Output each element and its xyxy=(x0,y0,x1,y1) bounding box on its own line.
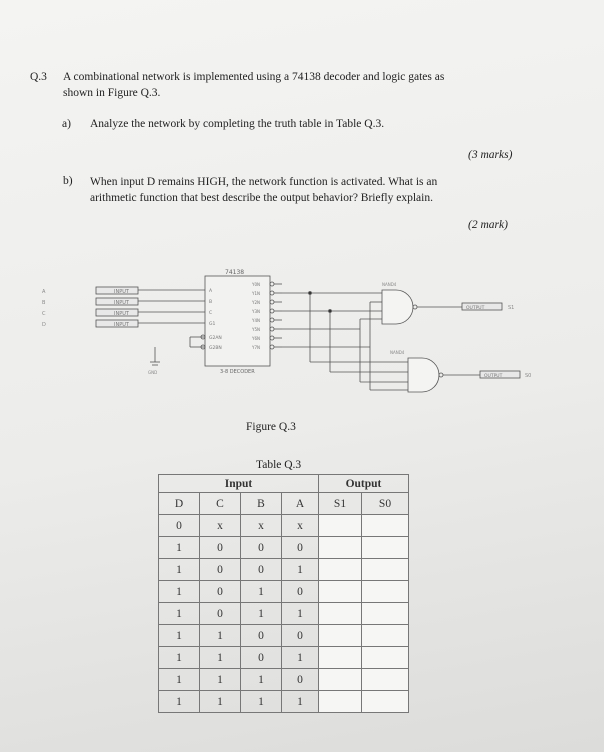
chip-input-g2bn: G2BN xyxy=(209,346,222,351)
col-header-d: D xyxy=(159,493,200,515)
col-header-s0: S0 xyxy=(362,493,409,515)
part-b-label: b) xyxy=(63,175,73,187)
cell-s1[interactable] xyxy=(319,669,362,691)
input-name-c: C xyxy=(42,311,46,317)
col-header-a: A xyxy=(282,493,319,515)
chip-input-a: A xyxy=(209,289,213,294)
cell-s0[interactable] xyxy=(362,669,409,691)
figure-caption: Figure Q.3 xyxy=(246,421,296,433)
gnd-label: GND xyxy=(148,370,158,375)
cell-s0[interactable] xyxy=(362,647,409,669)
decoder-74138 xyxy=(201,269,270,375)
cell-b: 1 xyxy=(241,581,282,603)
cell-s1[interactable] xyxy=(319,559,362,581)
part-a-text: Analyze the network by completing the truth table in Table Q.3. xyxy=(90,118,385,130)
truth-table xyxy=(158,474,409,713)
cell-d: 0 xyxy=(159,515,200,537)
cell-d: 1 xyxy=(159,691,200,713)
cell-s1[interactable] xyxy=(319,625,362,647)
cell-a: 0 xyxy=(282,669,319,691)
decoder-label: 3-8 DECODER xyxy=(220,369,255,375)
input-name-b: B xyxy=(42,300,46,306)
question-number: Q.3 xyxy=(30,71,47,83)
table-row xyxy=(159,537,409,559)
chip-output-y7n: Y7N xyxy=(252,345,260,350)
input-name-d: D xyxy=(42,322,46,328)
cell-a: 1 xyxy=(282,691,319,713)
input-name-a: A xyxy=(42,289,46,295)
cell-a: 0 xyxy=(282,537,319,559)
cell-s1[interactable] xyxy=(319,647,362,669)
nand-gate-s0 xyxy=(390,350,443,392)
table-row xyxy=(159,559,409,581)
cell-d: 1 xyxy=(159,581,200,603)
cell-b: 0 xyxy=(241,537,282,559)
input-pin-label-d: INPUT xyxy=(114,322,129,328)
output-group-header: Output xyxy=(319,475,409,493)
cell-s1[interactable] xyxy=(319,603,362,625)
input-pin-label-a: INPUT xyxy=(114,289,129,295)
output-pin-s1 xyxy=(462,303,514,311)
table-row xyxy=(159,625,409,647)
cell-s1[interactable] xyxy=(319,537,362,559)
gate2-label: NAND4 xyxy=(390,350,405,355)
chip-output-y4n: Y4N xyxy=(252,318,260,323)
cell-c: 1 xyxy=(200,669,241,691)
chip-output-y3n: Y3N xyxy=(252,309,260,314)
gate1-label: NAND4 xyxy=(382,282,397,287)
input-pin-d xyxy=(42,320,138,328)
cell-d: 1 xyxy=(159,669,200,691)
cell-d: 1 xyxy=(159,537,200,559)
cell-a: 1 xyxy=(282,603,319,625)
part-b-text-line2: arithmetic function that best describe the output behavior? Briefly explain. xyxy=(90,192,433,204)
cell-s0[interactable] xyxy=(362,515,409,537)
part-b-marks: (2 mark) xyxy=(468,219,508,231)
cell-a: 0 xyxy=(282,581,319,603)
nand-gate-s1 xyxy=(382,282,417,324)
cell-b: 1 xyxy=(241,691,282,713)
input-pin-label-b: INPUT xyxy=(114,300,129,306)
part-a-label: a) xyxy=(62,118,71,130)
chip-output-y2n: Y2N xyxy=(252,300,260,305)
cell-s0[interactable] xyxy=(362,603,409,625)
cell-s0[interactable] xyxy=(362,537,409,559)
cell-s0[interactable] xyxy=(362,581,409,603)
output-name-s0: S0 xyxy=(525,373,532,379)
cell-s0[interactable] xyxy=(362,691,409,713)
cell-b: 0 xyxy=(241,625,282,647)
table-row xyxy=(159,581,409,603)
cell-c: 0 xyxy=(200,603,241,625)
cell-d: 1 xyxy=(159,625,200,647)
chip-output-y1n: Y1N xyxy=(252,291,260,296)
cell-c: 0 xyxy=(200,559,241,581)
chip-output-y6n: Y6N xyxy=(252,336,260,341)
table-caption: Table Q.3 xyxy=(256,459,302,471)
cell-s1[interactable] xyxy=(319,581,362,603)
output-pin-label-s0: OUTPUT xyxy=(484,374,503,379)
cell-d: 1 xyxy=(159,647,200,669)
output-pin-s0 xyxy=(480,371,531,379)
cell-a: 1 xyxy=(282,647,319,669)
cell-b: x xyxy=(241,515,282,537)
input-group-header: Input xyxy=(159,475,319,493)
input-pin-a xyxy=(42,287,138,295)
ground-symbol xyxy=(148,347,160,375)
col-header-s1: S1 xyxy=(319,493,362,515)
col-header-b: B xyxy=(241,493,282,515)
table-row xyxy=(159,669,409,691)
chip-input-c: C xyxy=(209,311,213,316)
cell-s0[interactable] xyxy=(362,625,409,647)
cell-c: 1 xyxy=(200,647,241,669)
output-pin-label-s1: OUTPUT xyxy=(466,306,485,311)
table-row xyxy=(159,515,409,537)
cell-s1[interactable] xyxy=(319,515,362,537)
col-header-c: C xyxy=(200,493,241,515)
chip-output-y0n: Y0N xyxy=(252,282,260,287)
cell-b: 1 xyxy=(241,603,282,625)
output-name-s1: S1 xyxy=(508,305,515,311)
cell-a: 1 xyxy=(282,559,319,581)
table-row xyxy=(159,647,409,669)
input-pin-label-c: INPUT xyxy=(114,311,129,317)
chip-input-g2an: G2AN xyxy=(209,336,222,341)
input-pin-b xyxy=(42,298,138,306)
chip-label: 74138 xyxy=(225,269,245,276)
part-b-text-line1: When input D remains HIGH, the network function is activated. What is an xyxy=(90,176,438,188)
part-a-marks: (3 marks) xyxy=(468,149,513,161)
chip-output-y5n: Y5N xyxy=(252,327,260,332)
question-intro-line2: shown in Figure Q.3. xyxy=(63,87,161,99)
chip-input-b: B xyxy=(209,300,213,305)
cell-d: 1 xyxy=(159,559,200,581)
table-row xyxy=(159,603,409,625)
cell-c: x xyxy=(200,515,241,537)
cell-s1[interactable] xyxy=(319,691,362,713)
cell-a: 0 xyxy=(282,625,319,647)
chip-input-g1: G1 xyxy=(209,322,216,327)
cell-c: 0 xyxy=(200,537,241,559)
cell-c: 1 xyxy=(200,625,241,647)
cell-b: 1 xyxy=(241,669,282,691)
cell-c: 0 xyxy=(200,581,241,603)
cell-c: 1 xyxy=(200,691,241,713)
cell-a: x xyxy=(282,515,319,537)
question-intro-line1: A combinational network is implemented using a 74138 decoder and logic gates as xyxy=(63,71,445,83)
cell-b: 0 xyxy=(241,559,282,581)
table-row xyxy=(159,691,409,713)
input-pin-c xyxy=(42,309,138,317)
circuit-diagram xyxy=(30,262,550,412)
cell-s0[interactable] xyxy=(362,559,409,581)
cell-b: 0 xyxy=(241,647,282,669)
cell-d: 1 xyxy=(159,603,200,625)
